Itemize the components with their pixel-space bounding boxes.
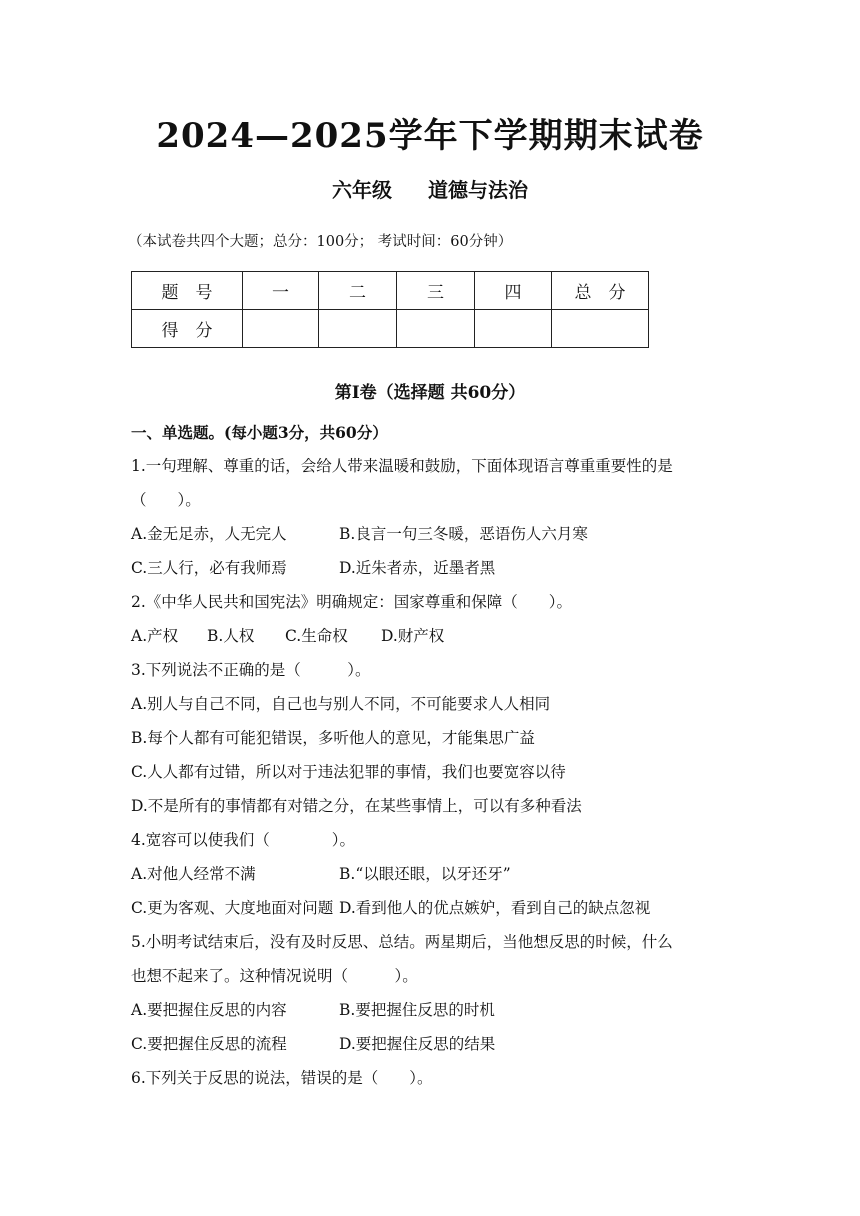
option-row bbox=[131, 622, 751, 656]
score-cell-label: 题 号 bbox=[132, 272, 243, 310]
part-title: 一、单选题。(每小题3分，共60分） bbox=[131, 423, 388, 442]
question-line: 5.小明考试结束后，没有及时反思、总结。两星期后，当他想反思的时候，什么 bbox=[131, 933, 673, 951]
score-table bbox=[131, 271, 649, 348]
question-line: 4.宽容可以使我们（ ）。 bbox=[131, 831, 356, 849]
score-cell-q2: 二 bbox=[319, 272, 397, 310]
score-cell-q3: 三 bbox=[397, 272, 475, 310]
question-line: 1.一句理解、尊重的话，会给人带来温暖和鼓励，下面体现语言尊重重要性的是 bbox=[131, 457, 673, 475]
option-row bbox=[131, 520, 751, 554]
question-line: D.不是所有的事情都有对错之分，在某些事情上，可以有多种看法 bbox=[131, 797, 582, 815]
question-line: 也想不起来了。这种情况说明（ ）。 bbox=[131, 967, 418, 985]
answer-option: D.财产权 bbox=[381, 627, 445, 645]
answer-option: D.要把握住反思的结果 bbox=[339, 1035, 496, 1053]
answer-option: A.金无足赤，人无完人 bbox=[131, 525, 287, 543]
option-row bbox=[131, 860, 751, 894]
subject-label: 道德与法治 bbox=[428, 178, 528, 202]
score-input-cell[interactable] bbox=[552, 310, 649, 348]
option-row bbox=[131, 996, 751, 1030]
score-input-cell[interactable] bbox=[475, 310, 552, 348]
question-line: 2.《中华人民共和国宪法》明确规定：国家尊重和保障（ ）。 bbox=[131, 593, 573, 611]
answer-option: B.人权 bbox=[207, 627, 255, 645]
answer-option: C.要把握住反思的流程 bbox=[131, 1035, 287, 1053]
answer-option: B.“以眼还眼，以牙还牙” bbox=[339, 865, 511, 883]
answer-option: A.产权 bbox=[131, 627, 179, 645]
answer-option: C.更为客观、大度地面对问题 bbox=[131, 899, 334, 917]
question-line: 3.下列说法不正确的是（ ）。 bbox=[131, 661, 371, 679]
score-cell-q4: 四 bbox=[475, 272, 552, 310]
exam-title: 2024—2025学年下学期期末试卷 bbox=[156, 116, 704, 156]
answer-option: D.近朱者赤，近墨者黑 bbox=[339, 559, 496, 577]
score-cell-total: 总 分 bbox=[552, 272, 649, 310]
score-table-header-row bbox=[132, 272, 649, 310]
answer-option: B.良言一句三冬暖，恶语伤人六月寒 bbox=[339, 525, 588, 543]
score-cell-q1: 一 bbox=[243, 272, 319, 310]
score-table-score-row bbox=[132, 310, 649, 348]
section-heading: 第Ⅰ卷（选择题 共60分） bbox=[334, 383, 526, 403]
question-list bbox=[131, 452, 751, 1098]
answer-option: C.三人行，必有我师焉 bbox=[131, 559, 287, 577]
option-row bbox=[131, 554, 751, 588]
option-row bbox=[131, 894, 751, 928]
score-input-cell[interactable] bbox=[397, 310, 475, 348]
answer-option: B.要把握住反思的时机 bbox=[339, 1001, 495, 1019]
score-input-cell[interactable] bbox=[243, 310, 319, 348]
answer-option: D.看到他人的优点嫉妒，看到自己的缺点忽视 bbox=[339, 899, 651, 917]
question-line: C.人人都有过错，所以对于违法犯罪的事情，我们也要宽容以待 bbox=[131, 763, 566, 781]
score-input-cell[interactable] bbox=[319, 310, 397, 348]
question-line: （ ）。 bbox=[131, 491, 201, 509]
question-line: B.每个人都有可能犯错误，多听他人的意见，才能集思广益 bbox=[131, 729, 535, 747]
answer-option: C.生命权 bbox=[285, 627, 348, 645]
answer-option: A.要把握住反思的内容 bbox=[131, 1001, 287, 1019]
score-row-label: 得 分 bbox=[132, 310, 243, 348]
option-row bbox=[131, 1030, 751, 1064]
answer-option: A.对他人经常不满 bbox=[131, 865, 256, 883]
question-line: 6.下列关于反思的说法，错误的是（ ）。 bbox=[131, 1069, 433, 1087]
exam-subtitle bbox=[0, 174, 860, 203]
grade-label: 六年级 bbox=[332, 178, 392, 202]
exam-note: （本试卷共四个大题；总分：100分； 考试时间：60分钟） bbox=[128, 234, 513, 250]
question-line: A.别人与自己不同，自己也与别人不同，不可能要求人人相同 bbox=[131, 695, 551, 713]
